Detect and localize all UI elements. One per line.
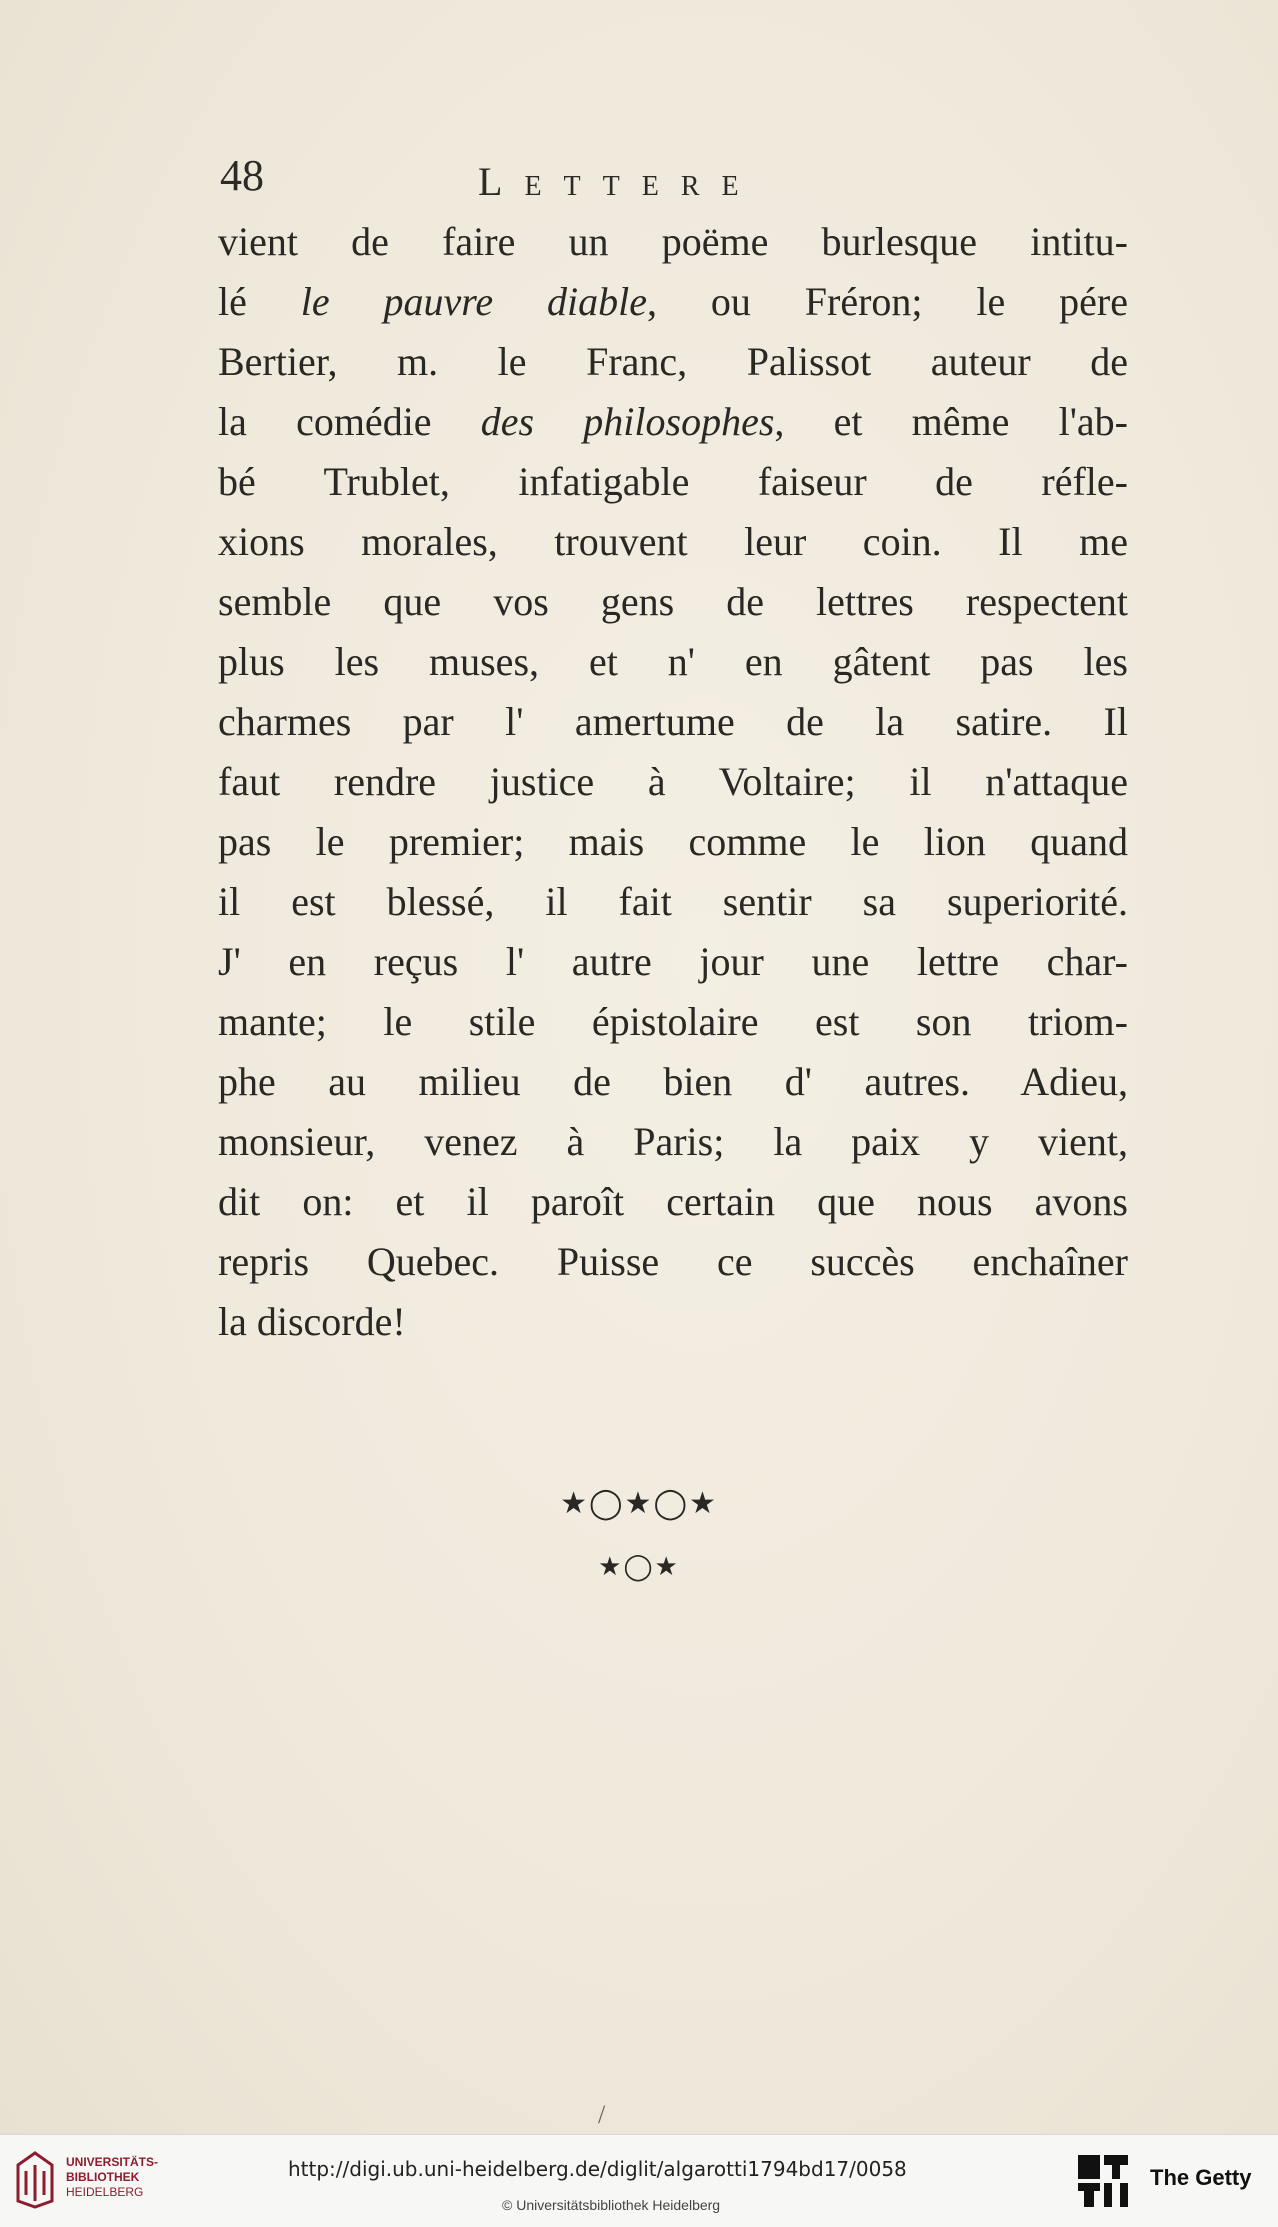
university-library-logo-icon <box>14 2151 56 2209</box>
text-line: phe au milieu de bien d' autres. Adieu, <box>218 1059 1128 1104</box>
text-fragment: la comédie <box>218 399 481 444</box>
text-line: plus les muses, et n' en gâtent pas les <box>218 639 1128 684</box>
text-line: mante; le stile épistolaire est son triom- <box>218 999 1128 1044</box>
text-line: repris Quebec. Puisse ce succès enchaîner <box>218 1239 1128 1284</box>
ornament-star-circle-small-icon: ★◯★ <box>598 1552 680 1582</box>
text-line: dit on: et il paroît certain que nous avons <box>218 1179 1128 1224</box>
text-line: monsieur, venez à Paris; la paix y vient, <box>218 1119 1128 1164</box>
body-text <box>218 212 1128 1352</box>
text-line <box>218 272 1128 332</box>
text-line: la discorde! <box>218 1299 406 1344</box>
text-line: charmes par l' amertume de la satire. Il <box>218 699 1128 744</box>
italic-title: des philosophes <box>480 399 775 444</box>
text-line: il est blessé, il fait sentir sa superiorité. <box>218 879 1128 924</box>
text-line: Bertier, m. le Franc, Palissot auteur de <box>218 339 1128 384</box>
library-name-line: BIBLIOTHEK <box>66 2170 140 2184</box>
italic-title: le pauvre diable <box>300 279 647 324</box>
running-head-rest: ETTERE <box>524 171 761 202</box>
text-fragment: , et même l'ab- <box>774 399 1129 444</box>
text-line: xions morales, trouvent leur coin. Il me <box>218 519 1128 564</box>
copyright-notice: © Universitätsbibliothek Heidelberg <box>502 2197 721 2213</box>
library-name-line: UNIVERSITÄTS- <box>66 2155 159 2169</box>
running-head-initial: L <box>478 159 525 204</box>
ornament-star-circle-icon: ★◯★◯★ <box>560 1486 718 1521</box>
library-name <box>66 2155 158 2200</box>
stray-mark: / <box>598 2100 606 2129</box>
running-head <box>478 158 761 205</box>
text-line: semble que vos gens de lettres respectent <box>218 579 1128 624</box>
sponsor-name: The Getty <box>1150 2165 1252 2190</box>
getty-logo-icon <box>1076 2153 1130 2209</box>
library-name-line: HEIDELBERG <box>66 2185 144 2199</box>
text-fragment: , ou Fréron; le pére <box>646 279 1128 324</box>
text-fragment: lé <box>218 279 301 324</box>
text-line: faut rendre justice à Voltaire; il n'attaque <box>218 759 1128 804</box>
text-line: vient de faire un poëme burlesque intitu- <box>218 219 1128 264</box>
page-number: 48 <box>220 151 264 200</box>
text-line: J' en reçus l' autre jour une lettre char- <box>218 939 1128 984</box>
text-line: pas le premier; mais comme le lion quand <box>218 819 1128 864</box>
text-line <box>218 392 1128 452</box>
footer-bar <box>0 2134 1278 2227</box>
text-line: bé Trublet, infatigable faiseur de réfle- <box>218 459 1128 504</box>
page-header <box>220 150 1120 210</box>
source-url-link[interactable]: http://digi.ub.uni-heidelberg.de/diglit/algarotti1794bd17/0058 <box>288 2157 907 2181</box>
